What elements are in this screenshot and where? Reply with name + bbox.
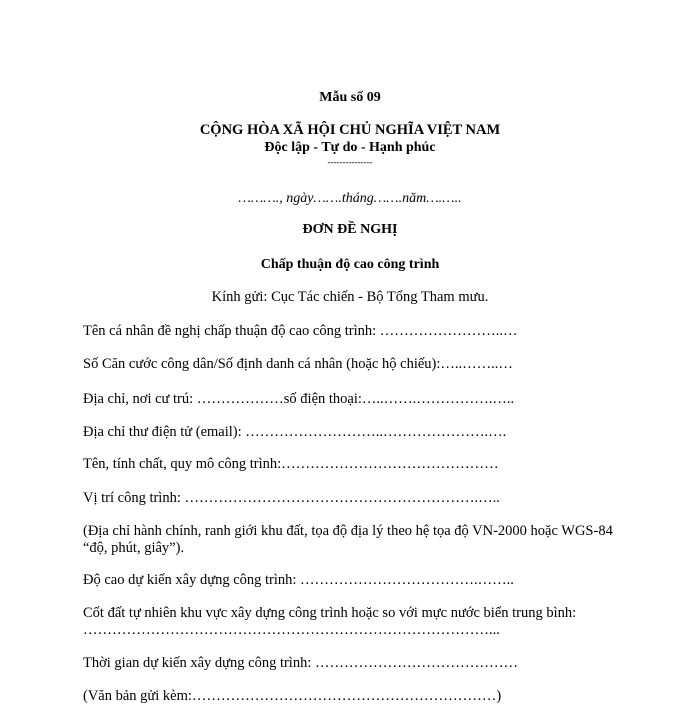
id-number-field: Số Căn cước công dân/Số định danh cá nhân (hoặc hộ chiếu):…..……..…: [83, 356, 513, 372]
applicant-name-field: Tên cá nhân đề nghị chấp thuận độ cao công trình: ……………………..…: [83, 323, 518, 339]
planned-height-field: Độ cao dự kiến xây dựng công trình: ……………………………….……..: [83, 572, 514, 588]
ground-elevation-field: Cốt đất tự nhiên khu vực xây dựng công trình hoặc so với mực nước biển trung bình: …………………………………………………………………………...: [83, 605, 577, 638]
project-location-field: Vị trí công trình: …………………………………………………….…..: [83, 490, 500, 506]
form-number: Mẫu số 09: [319, 90, 381, 105]
place-date-line: ………., ngày…….tháng…….năm….…..: [238, 191, 462, 206]
national-motto: Độc lập - Tự do - Hạnh phúc: [264, 140, 436, 155]
location-note: (Địa chỉ hành chính, ranh giới khu đất, tọa độ địa lý theo hệ tọa độ VN-2000 hoặc WGS-84 “độ, phút, giây”).: [83, 523, 613, 556]
document-title: ĐƠN ĐỀ NGHỊ: [302, 222, 398, 237]
address-phone-field: Địa chỉ, nơi cư trú: ………………số điện thoại:…..…….…………….…..: [83, 391, 515, 407]
construction-time-field: Thời gian dự kiến xây dựng công trình: ……………………………………: [83, 655, 518, 671]
national-title: CỘNG HÒA XÃ HỘI CHỦ NGHĨA VIỆT NAM: [199, 122, 501, 138]
email-field: Địa chỉ thư điện tử (email): ………………………..………………….….: [83, 424, 507, 440]
recipient-line: Kính gửi: Cục Tác chiến - Bộ Tổng Tham mưu.: [211, 289, 489, 305]
motto-underline: ---------------: [327, 157, 373, 167]
document-subtitle: Chấp thuận độ cao công trình: [260, 257, 440, 272]
project-info-field: Tên, tính chất, quy mô công trình:………………………………………: [83, 456, 499, 472]
attachments-field: (Văn bản gửi kèm:………………………………………………………): [83, 688, 502, 704]
